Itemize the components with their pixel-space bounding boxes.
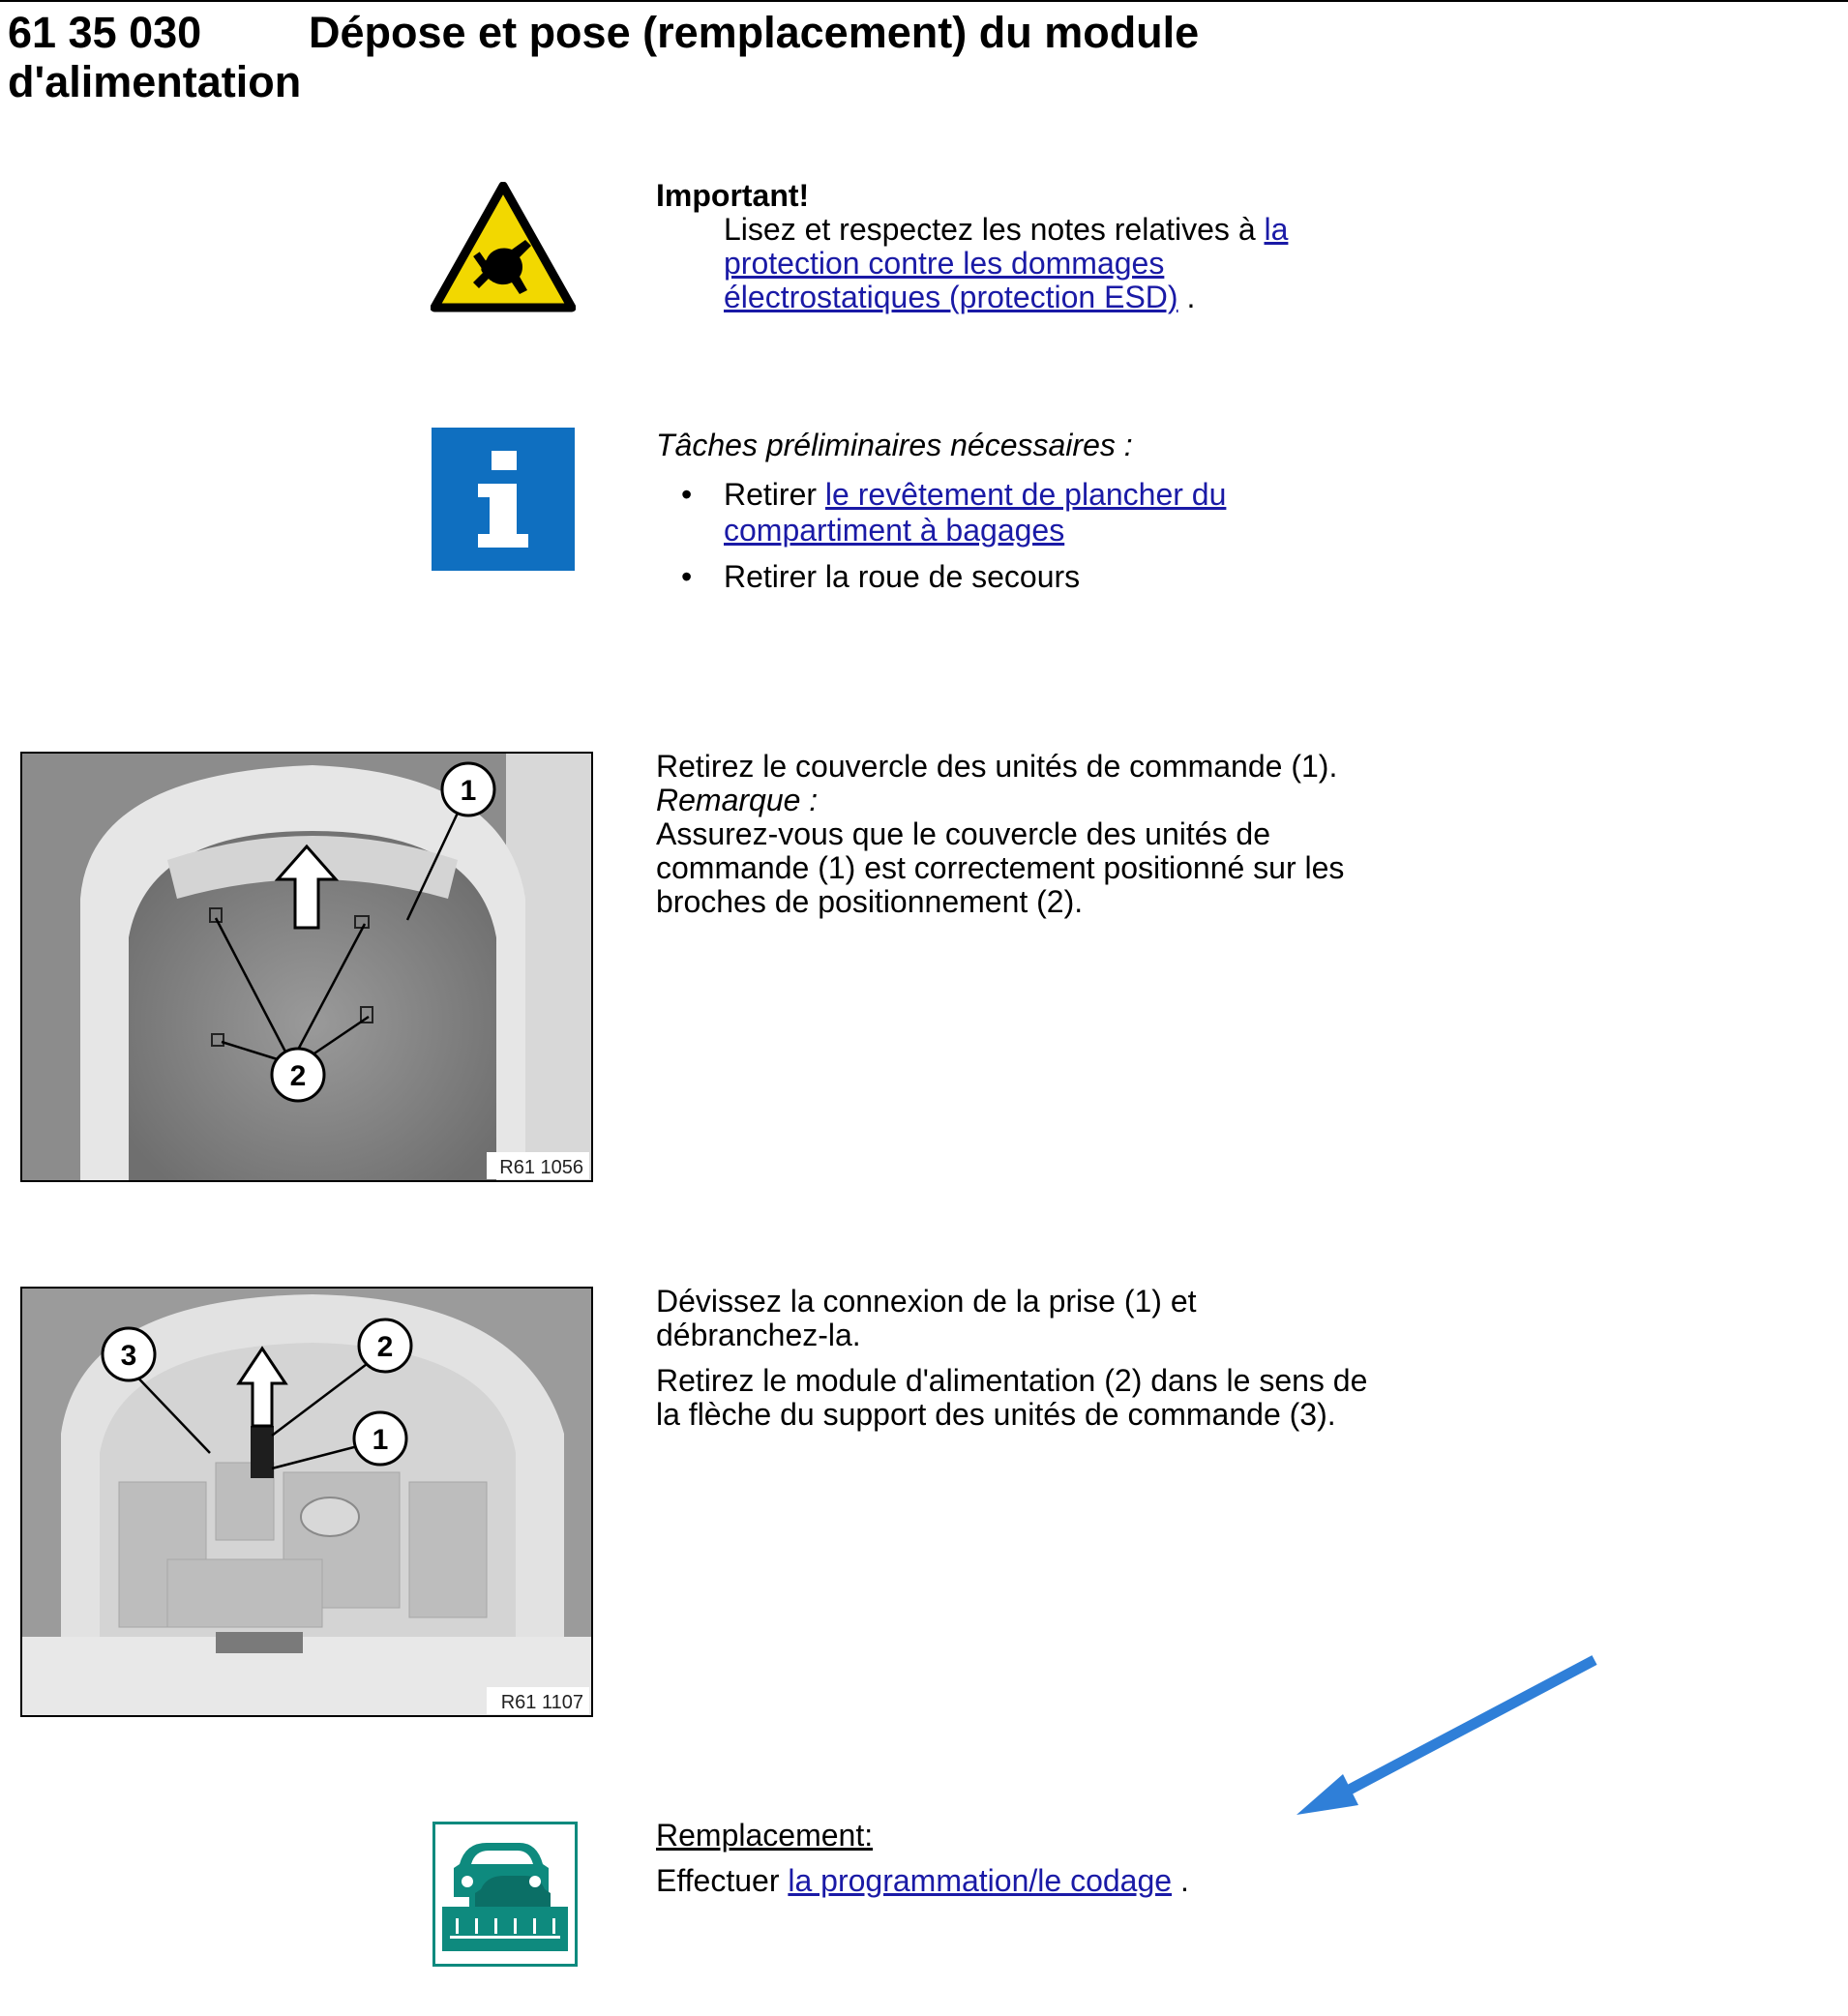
step2-text bbox=[656, 1285, 1372, 1432]
remark-label: Remarque : bbox=[656, 783, 819, 817]
replacement-heading: Remplacement: bbox=[656, 1818, 874, 1853]
step1-line1: Retirez le couvercle des unités de commande (1). bbox=[656, 749, 1338, 784]
programming-coding-link[interactable]: la programmation/le codage bbox=[788, 1863, 1173, 1898]
preliminary-tasks bbox=[656, 429, 1353, 594]
figure-power-module bbox=[20, 1287, 593, 1717]
info-icon bbox=[432, 428, 575, 571]
list-item: • Retirer la roue de secours bbox=[681, 559, 1081, 594]
callout-3: 3 bbox=[120, 1340, 137, 1372]
esd-protection-link[interactable]: la protection contre les dommages électrostatiques (protection ESD) bbox=[724, 212, 1289, 314]
top-rule bbox=[0, 0, 1848, 2]
step1-text bbox=[656, 750, 1372, 919]
annotation-arrow-icon bbox=[1287, 1645, 1606, 1819]
step2-para1: Dévissez la connexion de la prise (1) et débranchez-la. bbox=[656, 1284, 1197, 1352]
step2-para2: Retirez le module d'alimentation (2) dans le sens de la flèche du support des unités de commande (3). bbox=[656, 1363, 1368, 1432]
important-note bbox=[656, 179, 1353, 314]
vehicle-programming-icon bbox=[432, 1822, 578, 1967]
callout-2: 2 bbox=[376, 1331, 394, 1363]
esd-warning-icon bbox=[431, 182, 576, 313]
important-heading: Important! bbox=[656, 178, 810, 213]
preliminary-heading: Tâches préliminaires nécessaires : bbox=[656, 428, 1133, 462]
callout-1: 1 bbox=[460, 775, 477, 807]
callout-1: 1 bbox=[372, 1424, 389, 1456]
list-item: • Retirer le revêtement de plancher du compartiment à bagages bbox=[681, 477, 1227, 548]
callout-2: 2 bbox=[289, 1060, 307, 1092]
title-line2: d'alimentation bbox=[8, 57, 302, 106]
bullet: • bbox=[681, 559, 693, 594]
floor-covering-link[interactable]: le revêtement de plancher du compartiment à bagages bbox=[724, 477, 1227, 548]
figure-code: R61 1056 bbox=[499, 1157, 583, 1178]
page-title bbox=[8, 8, 1199, 106]
repair-code: 61 35 030 bbox=[8, 8, 202, 57]
figure-code: R61 1107 bbox=[500, 1692, 583, 1713]
replacement-section bbox=[656, 1819, 1372, 1898]
important-body: Lisez et respectez les notes relatives à la protection contre les dommages électrostatiques (protection ESD) . bbox=[724, 212, 1289, 314]
title-line1: Dépose et pose (remplacement) du module bbox=[309, 8, 1200, 57]
bullet: • bbox=[681, 477, 693, 512]
remark-text: Assurez-vous que le couvercle des unités de commande (1) est correctement positionné sur les broches de positionnement (2). bbox=[656, 816, 1345, 919]
replacement-body: Effectuer la programmation/le codage . bbox=[656, 1863, 1189, 1898]
figure-control-unit-cover bbox=[20, 752, 593, 1182]
preliminary-list bbox=[656, 477, 1353, 594]
